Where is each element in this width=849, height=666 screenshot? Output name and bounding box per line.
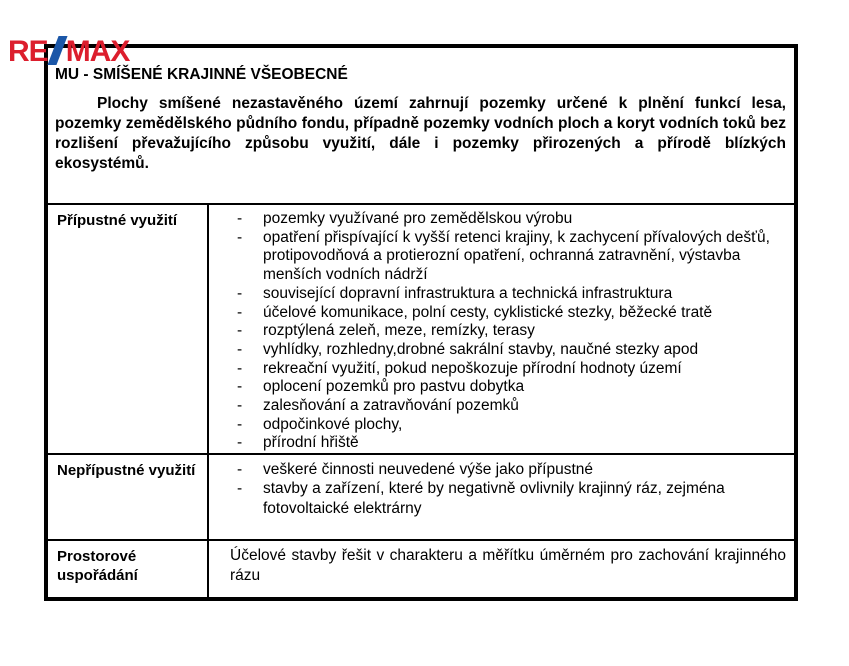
land-use-table bbox=[44, 44, 798, 601]
dash-bullet: - bbox=[237, 397, 243, 415]
remax-slash-icon bbox=[47, 36, 67, 65]
pripustne-vyuziti-list bbox=[209, 205, 794, 453]
document-title: MU - SMÍŠENÉ KRAJINNÉ VŠEOBECNÉ bbox=[55, 66, 348, 83]
remax-logo-max: MAX bbox=[65, 35, 130, 68]
list-item-text: odpočinkové plochy, bbox=[263, 415, 403, 433]
dash-bullet: - bbox=[237, 359, 243, 377]
list-item bbox=[237, 397, 780, 416]
dash-bullet: - bbox=[237, 461, 243, 478]
dash-bullet: - bbox=[237, 340, 243, 358]
row-label-pripustne-vyuziti: Přípustné využití bbox=[48, 205, 209, 453]
nepripustne-vyuziti-list bbox=[209, 455, 794, 539]
dash-bullet: - bbox=[237, 378, 243, 396]
list-item-text: oplocení pozemků pro pastvu dobytka bbox=[263, 378, 525, 396]
row-label-prostorove-usporadani: Prostorové uspořádání bbox=[48, 541, 209, 597]
list-item bbox=[237, 341, 780, 360]
list-item bbox=[237, 378, 780, 397]
list-item-text: související dopravní infrastruktura a technická infrastruktura bbox=[263, 284, 673, 302]
list-item-text: rekreační využití, pokud nepoškozuje přírodní hodnoty území bbox=[263, 359, 682, 377]
row-prostorove-usporadani bbox=[48, 539, 794, 597]
list-item bbox=[237, 285, 780, 304]
row-nepripustne-vyuziti bbox=[48, 453, 794, 539]
list-item bbox=[237, 434, 780, 453]
list-item-text: rozptýlená zeleň, meze, remízky, terasy bbox=[263, 322, 535, 340]
list-item bbox=[237, 360, 780, 379]
list-item-text: účelové komunikace, polní cesty, cyklistické stezky, běžecké tratě bbox=[263, 303, 713, 321]
row-pripustne-vyuziti bbox=[48, 203, 794, 453]
table-header-cell bbox=[48, 48, 794, 203]
dash-bullet: - bbox=[237, 303, 243, 321]
list-item bbox=[237, 416, 780, 435]
list-item-text: opatření přispívající k vyšší retenci krajiny, k zachycení přívalových dešťů, protipovodňová a protierozní opatření, ochranná zatravnění, výstavba menších vodních nádrží bbox=[263, 228, 770, 284]
remax-logo-re: RE bbox=[8, 35, 48, 68]
intro-paragraph: Plochy smíšené nezastavěného území zahrnují pozemky určené k plnění funkcí lesa, pozemky zemědělského půdního fondu, případně pozemky vodních ploch a koryt vodních toků bez rozlišení převažujícího způsobu využití, dále i pozemky přirozených a přírodě blízkých ekosystémů. bbox=[55, 95, 786, 172]
list-item bbox=[237, 229, 780, 285]
dash-bullet: - bbox=[237, 480, 243, 498]
dash-bullet: - bbox=[237, 284, 243, 302]
list-item-text: vyhlídky, rozhledny,drobné sakrální stavby, naučné stezky apod bbox=[263, 340, 699, 358]
dash-bullet: - bbox=[237, 228, 243, 246]
list-item-text: zalesňování a zatravňování pozemků bbox=[263, 397, 519, 415]
list-item-text: pozemky využívané pro zemědělskou výrobu bbox=[263, 210, 573, 227]
list-item bbox=[237, 479, 780, 518]
list-item bbox=[237, 210, 780, 229]
list-item-text: stavby a zařízení, které by negativně ovlivnily krajinný ráz, zejména fotovoltaické elektrárny bbox=[263, 480, 725, 517]
list-item bbox=[237, 304, 780, 323]
remax-logo bbox=[8, 35, 129, 69]
dash-bullet: - bbox=[237, 434, 243, 452]
list-item bbox=[237, 460, 780, 479]
dash-bullet: - bbox=[237, 322, 243, 340]
prostorove-usporadani-text: Účelové stavby řešit v charakteru a měřítku úměrném pro zachování krajinného rázu bbox=[230, 547, 786, 584]
list-item-text: přírodní hřiště bbox=[263, 434, 359, 452]
dash-bullet: - bbox=[237, 210, 243, 227]
list-item bbox=[237, 322, 780, 341]
row-label-nepripustne-vyuziti: Nepřípustné využití bbox=[48, 455, 209, 539]
dash-bullet: - bbox=[237, 415, 243, 433]
list-item-text: veškeré činnosti neuvedené výše jako přípustné bbox=[263, 461, 594, 478]
